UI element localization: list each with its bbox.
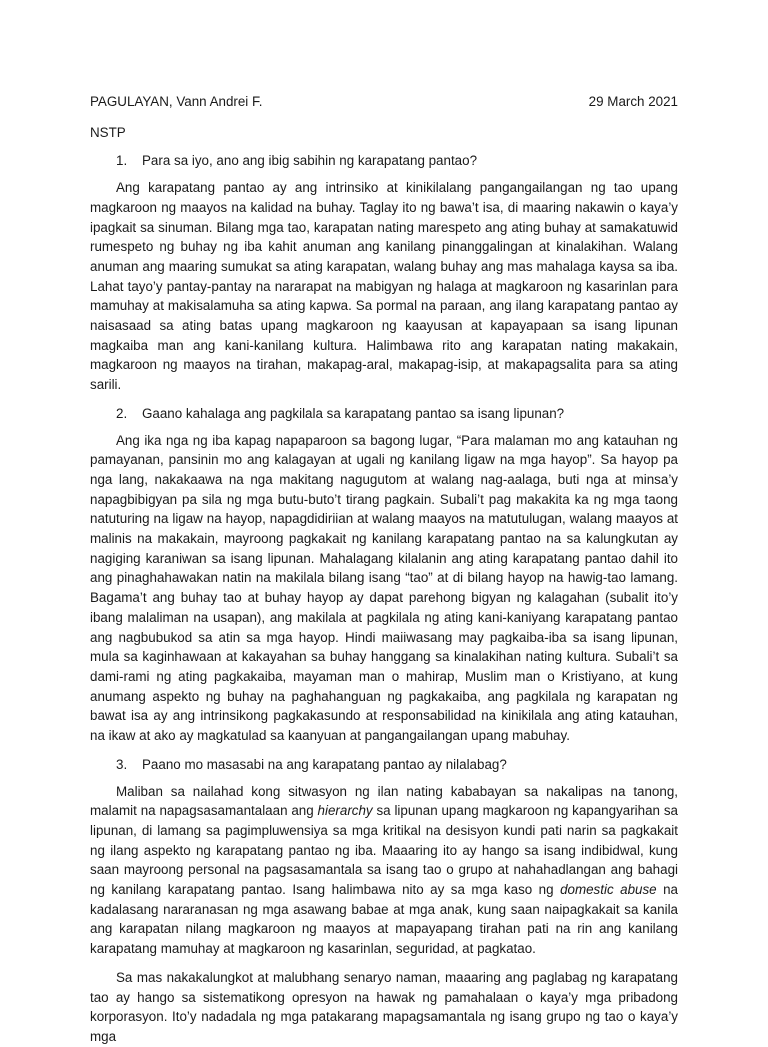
document-header: [90, 92, 678, 112]
document-date: 29 March 2021: [588, 94, 678, 109]
document-page: [90, 92, 678, 1047]
answer-3-text: na kadalasang nararanasan ng mga asawang babae at mga anak, kung saan naipagkakait sa kanila ang karapatan nilang magkaroon ng maayos at mapayapang tirahan pati na rin ang kanilang karapatang mamuhay at magkaroon ng kasarinlan, seguridad, at pagkatao.: [90, 882, 678, 957]
question-1: [90, 151, 678, 171]
answer-3-continued: Sa mas nakakalungkot at malubhang senaryo naman, maaaring ang paglabag ng karapatang tao ay hango sa sistematikong opresyon na hawak ng pamahalaan o kaya’y mga pribadong korporasyon. Ito’y nadadala ng mga patakarang mapagsamantala ng isang grupo ng tao o kaya’y mga: [90, 969, 678, 1044]
answer-1: Ang karapatang pantao ay ang intrinsiko at kinikilalang pangangailangan ng tao upang magkaroon ng maayos na kalidad na buhay. Taglay ito ng bawa’t isa, di maaring nakawin o kaya’y ipagkait sa sinuman. Bilang mga tao, karapatan nating marespeto ang ating buhay at samakatuwid rumespeto ng buhay ng iba kahit anuman ang kanilang pinanggalingan at kinalakihan. Walang anuman ang maaring sumukat sa ating karapatan, walang buhay ang mas mahalaga kaysa sa iba. Lahat tayo’y pantay-pantay na nararapat na mabigyan ng halaga at magkaroon ng kasarinlan para mamuhay at makisalamuha sa ating kapwa. Sa pormal na paraan, ang ilang karapatang pantao ay naisasaad sa ating batas upang magkaroon ng kaayusan at kapayapaan sa isang lipunan magkaiba man ang kani-kanilang kultura. Halimbawa rito ang karapatan nating makakain, magkaroon ng maayos na tirahan, makapag-aral, makapag-isip, at makapagsalita para sa ating sarili.: [90, 180, 678, 393]
term-domestic-abuse: domestic abuse: [560, 882, 657, 898]
answer-3: [90, 782, 678, 959]
answer-3-text: sa lipunan upang magkaroon ng kapangyarihan sa lipunan, di lamang sa pagimpluwensiya sa mga kritikal na desisyon kundi pati narin sa pagkakait ng ilang aspekto ng karapatang pantao ng iba. Maaaring ito ay hango sa isang indibidwal, kung saan mayroong personal na pagsasamantala sa isang tao o grupo at nahahadlangan ang bahagi ng kanilang karapatang pantao. Isang halimbawa nito ay sa mga kaso ng: [90, 803, 678, 898]
course-code: NSTP: [90, 124, 126, 140]
question-2: [90, 404, 678, 424]
author-name: PAGULAYAN, Vann Andrei F.: [90, 94, 263, 109]
question-number: 3.: [116, 756, 128, 772]
question-number: 2.: [116, 405, 128, 421]
question-text: Gaano kahalaga ang pagkilala sa karapatang pantao sa isang lipunan?: [142, 405, 565, 421]
term-hierarchy: hierarchy: [317, 803, 373, 819]
answer-2: Ang ika nga ng iba kapag napaparoon sa bagong lugar, “Para malaman mo ang katauhan ng pamayanan, pansinin mo ang kalagayan at ugali ng kanilang ligaw na mga hayop”. Sa hayop pa nga lang, nakakaawa na nga makitang nagugutom at walang nag-aalaga, buti nga at minsa’y napagbibigyan pa sila ng mga butu-buto’t tirang pagkain. Subali’t pag makakita ka ng mga taong natuturing na ligaw na hayop, napagdidiriian at walang maayos na matutulugan, walang maayos at malinis na makakain, mayroong pagkakait ng kanilang karapatang pantao na sa kalungkutan ay nagiging karaniwan sa isang lipunan. Mahalagang kilalanin ang ating karapatang pantao dahil ito ang pinaghahawakan natin na makilala bilang isang “tao” at di bilang hayop na hawig-tao lamang. Bagama’t ang buhay tao at buhay hayop ay dapat parehong bigyan ng kalagahan (subalit ito’y ibang malaliman na usapan), ang makilala at pagkilala ng ating kani-kaniyang karapatang pantao ang nagbubukod sa atin sa mga hayop. Hindi maiiwasang may pagkaiba-iba sa isang lipunan, mula sa kaginhawaan at kakayahan sa buhay hanggang sa kinalakihan nating kultura. Subali’t sa dami-rami ng ating pagkakaiba, mayaman man o mahirap, Muslim man o Kristiyano, at kung anumang aspekto ng buhay na paghahanguan ng pagkakaiba, ang pagkilala ng karapatan ng bawat isa ay ang intrinsikong pagkakasundo at responsabilidad na kinikilala ang ating katauhan, na ikaw at ako ay magkatulad sa kaanyuan at pangangailangan upang mabuhay.: [90, 432, 678, 744]
answer-3-text: Maliban sa nailahad kong sitwasyon ng ilan nating kababayan sa nakalipas na tanong, malamit na napagsasamantalaan ang: [90, 783, 678, 819]
question-number: 1.: [116, 153, 128, 169]
question-3: [90, 755, 678, 775]
question-text: Para sa iyo, ano ang ibig sabihin ng karapatang pantao?: [142, 153, 478, 169]
question-text: Paano mo masasabi na ang karapatang pantao ay nilalabag?: [142, 756, 507, 772]
